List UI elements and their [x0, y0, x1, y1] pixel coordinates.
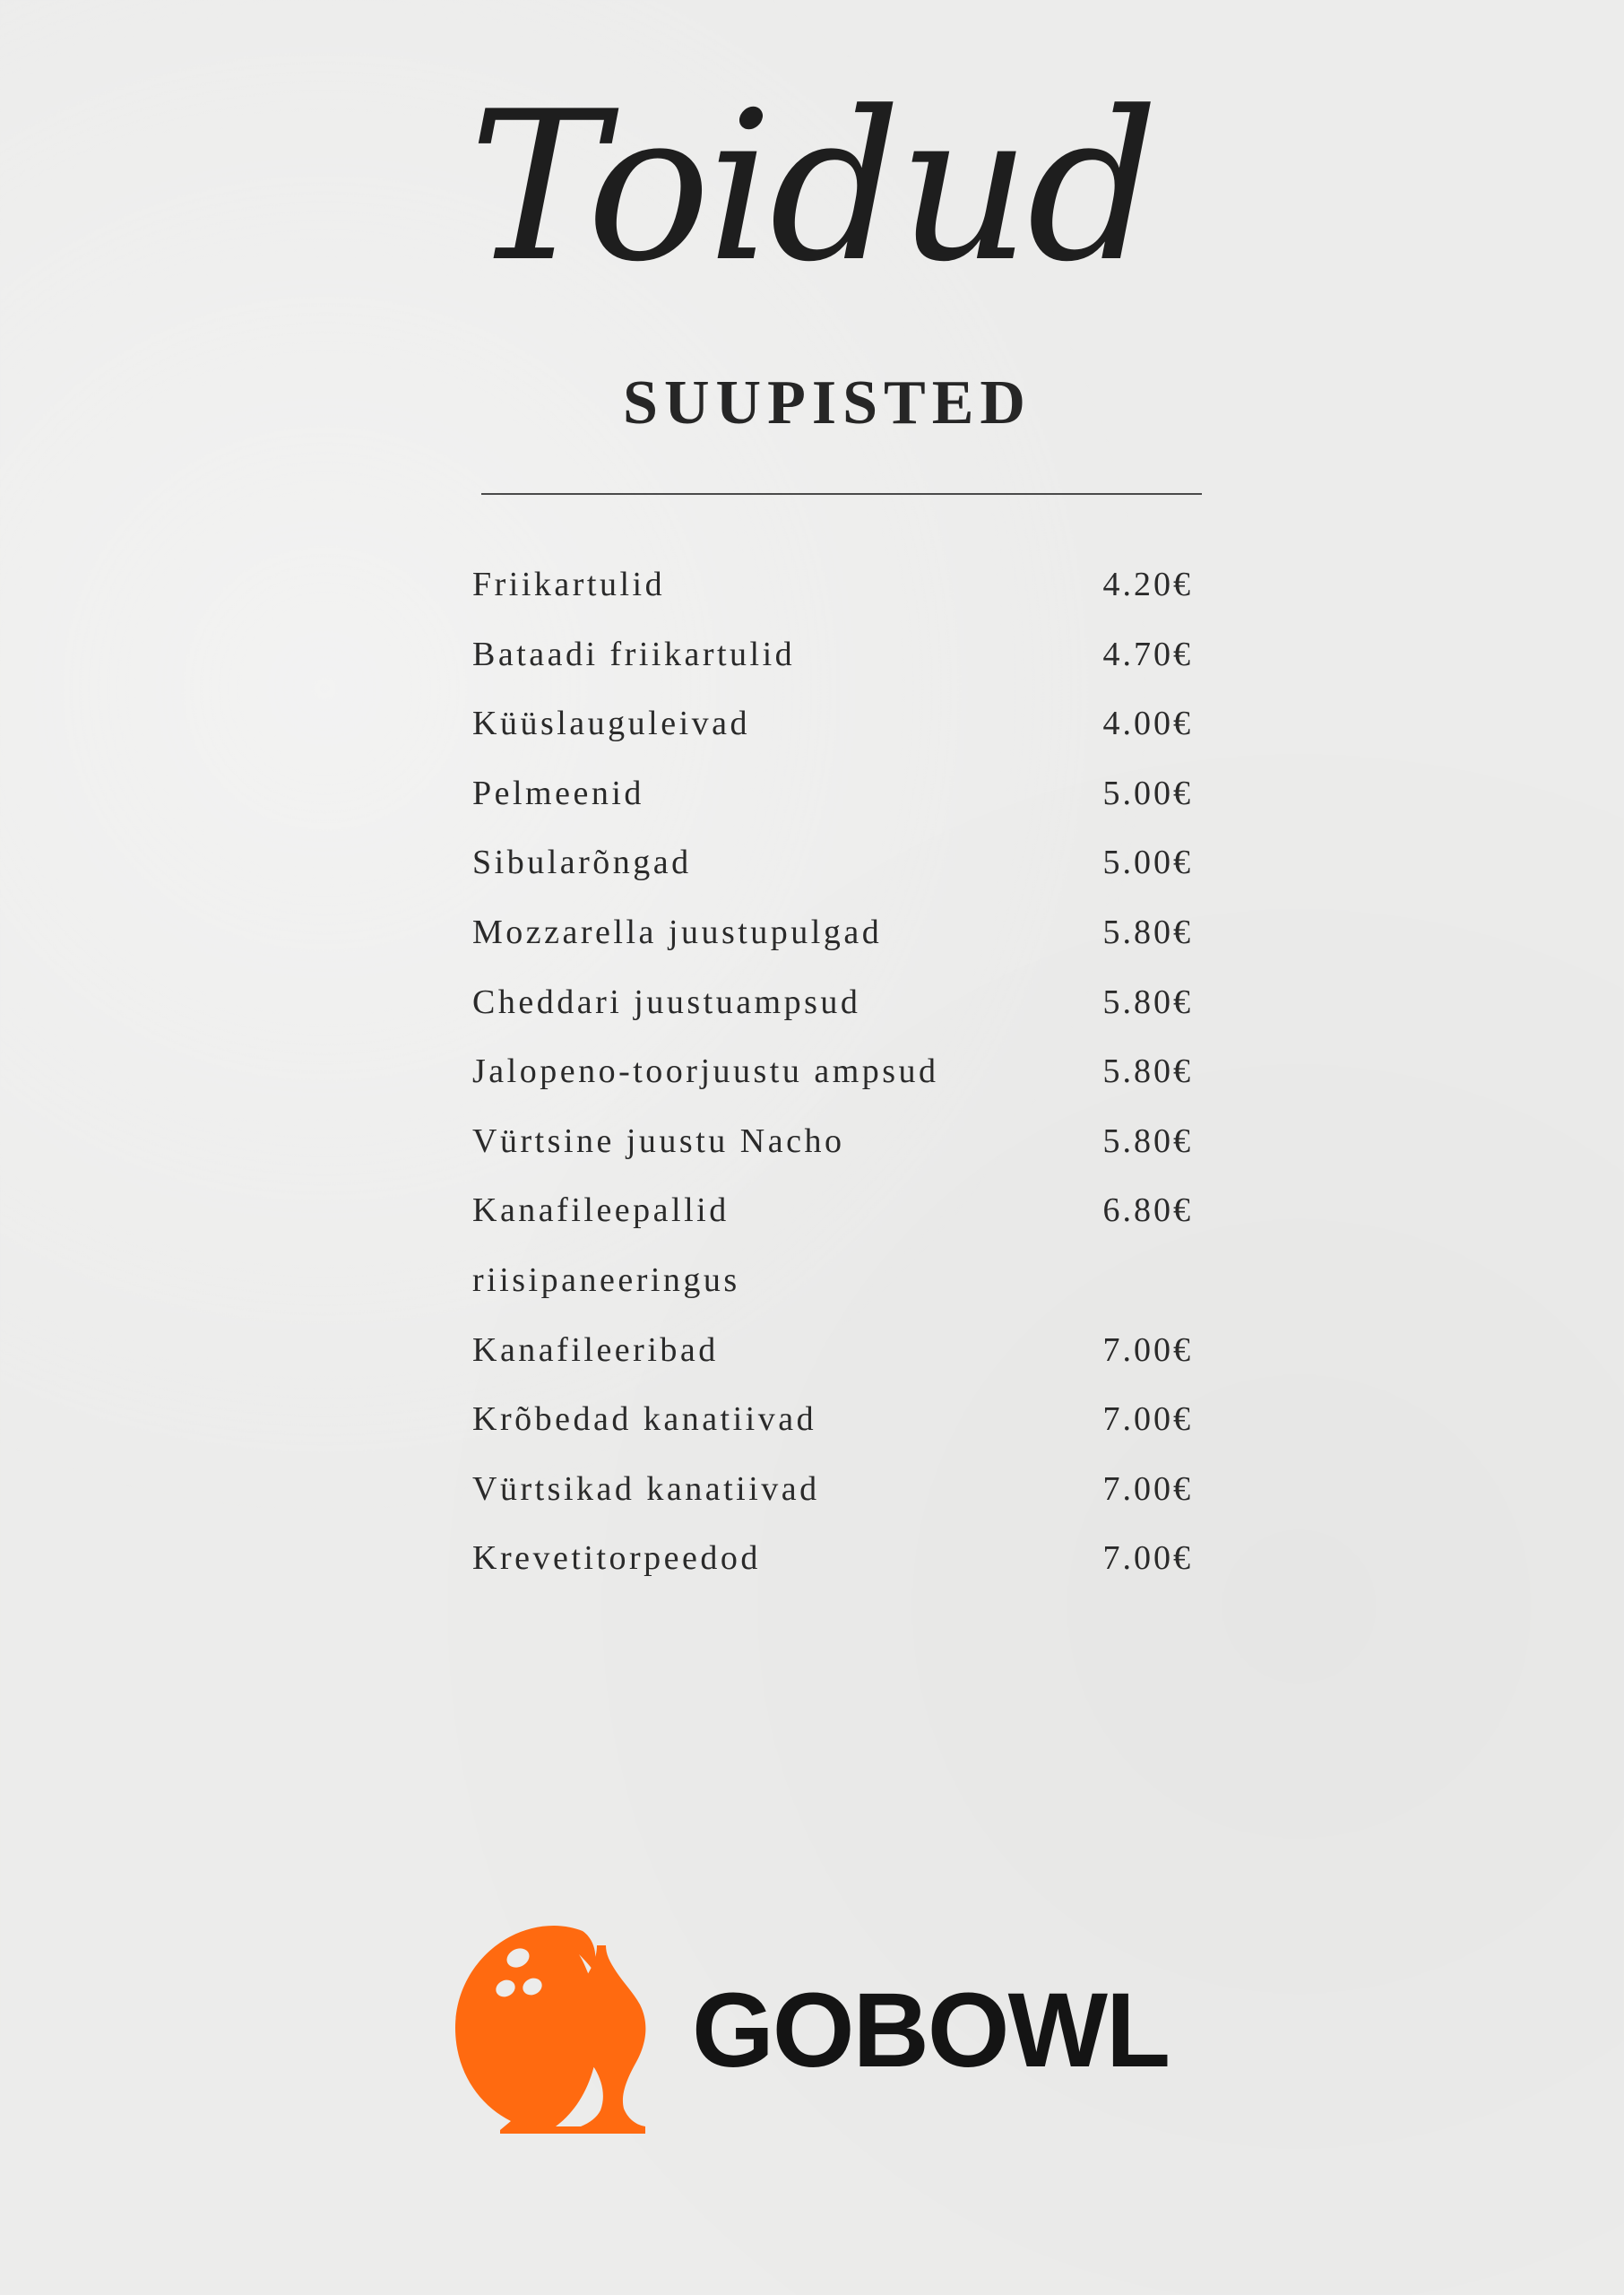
brand-name: GOBOWL: [692, 1971, 1170, 2090]
menu-item: [472, 1253, 1198, 1323]
menu-item-price: 4.00€: [1102, 705, 1193, 743]
menu-item: [472, 766, 1198, 836]
menu-item: [472, 697, 1198, 766]
bowling-ball-pin-icon: [448, 1918, 663, 2143]
menu-item-price: 7.00€: [1102, 1469, 1193, 1508]
menu-item-price: 7.00€: [1102, 1539, 1193, 1578]
menu-item: [472, 1114, 1198, 1184]
menu-item-name: Pelmeenid: [472, 774, 644, 812]
menu-item-name: Vürtsikad kanatiivad: [472, 1469, 820, 1508]
menu-item-name: Friikartulid: [472, 566, 666, 603]
menu-item-price: 4.20€: [1102, 566, 1193, 603]
menu-item-price: 4.70€: [1102, 635, 1193, 673]
menu-item-price: 5.00€: [1102, 844, 1193, 882]
menu-item-price: 7.00€: [1102, 1330, 1193, 1369]
menu-item: [472, 975, 1198, 1045]
menu-item-name: riisipaneeringus: [472, 1260, 740, 1299]
menu-item: [472, 1044, 1198, 1114]
menu-item-price: 5.80€: [1102, 983, 1193, 1021]
menu-item: [472, 1531, 1198, 1601]
menu-item: [472, 628, 1198, 697]
divider: [481, 493, 1202, 495]
menu-item-price: 6.80€: [1102, 1191, 1193, 1230]
menu-item-name: Krõbedad kanatiivad: [472, 1400, 817, 1439]
menu-item-name: Bataadi friikartulid: [472, 635, 796, 673]
menu-item-price: 5.80€: [1102, 1052, 1193, 1091]
menu-item-price: 5.80€: [1102, 913, 1193, 951]
menu-item-name: Sibularõngad: [472, 844, 692, 882]
menu-item-name: Kanafileepallid: [472, 1191, 730, 1230]
section-title: SUUPISTED: [623, 368, 1032, 437]
menu-item: [472, 1323, 1198, 1393]
menu-item: [472, 1183, 1198, 1253]
menu-item-price: 5.00€: [1102, 774, 1193, 812]
menu-item-price: 5.80€: [1102, 1122, 1193, 1160]
menu-item-name: Jalopeno-toorjuustu ampsud: [472, 1052, 939, 1091]
menu-item: [472, 905, 1198, 975]
menu-item-price: 7.00€: [1102, 1400, 1193, 1439]
page-title: Toidud: [468, 68, 1156, 307]
menu-item: [472, 836, 1198, 905]
menu-item-name: Vürtsine juustu Nacho: [472, 1122, 845, 1160]
menu-item: [472, 1462, 1198, 1532]
menu-item: [472, 1392, 1198, 1462]
gobowl-logo: [448, 1918, 1219, 2143]
menu-item-name: Mozzarella juustupulgad: [472, 913, 883, 951]
menu-item-name: Küüslauguleivad: [472, 705, 751, 743]
menu-item-name: Krevetitorpeedod: [472, 1539, 761, 1578]
menu-list: [472, 558, 1198, 1601]
menu-item: [472, 558, 1198, 628]
menu-item-name: Cheddari juustuampsud: [472, 983, 861, 1021]
menu-item-name: Kanafileeribad: [472, 1330, 719, 1369]
